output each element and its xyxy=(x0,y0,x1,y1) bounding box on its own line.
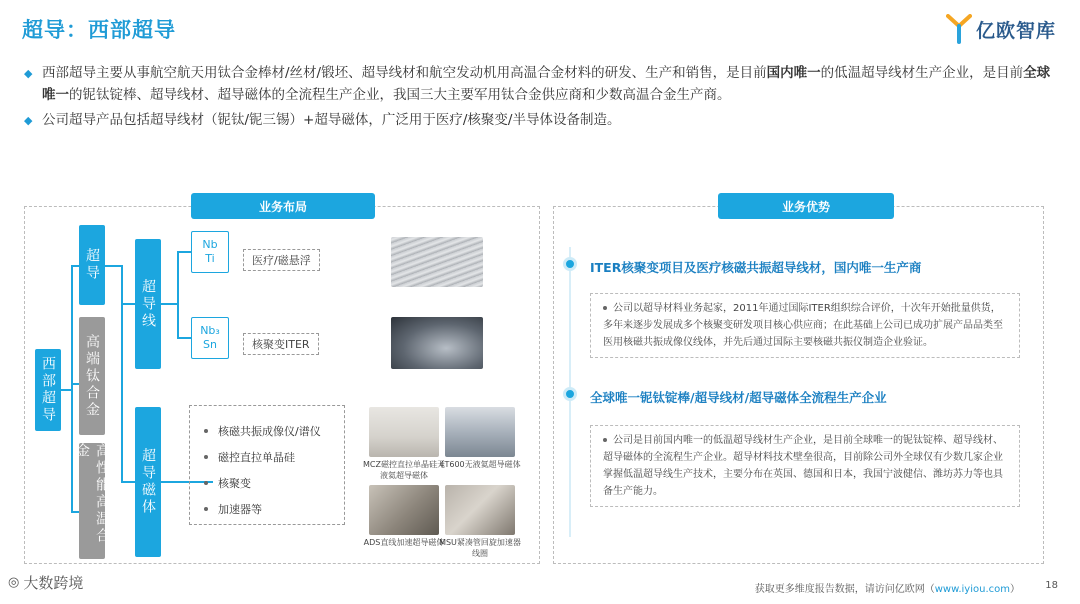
list-item-label: 核聚变 xyxy=(218,477,251,490)
list-item xyxy=(204,496,344,522)
business-advantage-panel xyxy=(553,199,1044,564)
4t600-magnet-photo xyxy=(445,407,515,457)
connector-line xyxy=(177,337,191,339)
nb3sn-application-label: 核聚变ITER xyxy=(243,333,319,355)
bullet-text-part: 西部超导主要从事航空航天用钛合金棒材/丝材/锻坯、超导线材和航空发动机用高温合金材料的研发、生产和销售，是目前 xyxy=(42,65,767,81)
diamond-bullet-icon: ◆ xyxy=(24,67,33,80)
advantage-title: 全球唯一铌钛锭棒/超导线材/超导磁体全流程生产企业 xyxy=(590,390,887,405)
bullet-text-part: 的低温超导线材生产企业，是目前 xyxy=(820,65,1024,81)
business-layout-panel xyxy=(24,199,540,564)
connector-line xyxy=(61,389,71,391)
nbti-application-label: 医疗/磁悬浮 xyxy=(243,249,320,271)
level2-wire-box: 超导线 xyxy=(135,239,161,369)
root-box: 西部超导 xyxy=(35,349,61,431)
connector-line xyxy=(71,265,79,267)
footer-text: 获取更多维度报告数据，请访问亿欧网（ xyxy=(754,584,935,595)
watermark-text: 大数跨境 xyxy=(23,574,84,592)
element-symbol: Nb₃ xyxy=(200,324,220,337)
connector-line xyxy=(121,481,135,483)
nbti-element-box xyxy=(191,231,229,273)
advantage-body-text: 公司是目前国内唯一的低温超导线材生产企业，是目前全球唯一的铌钛锭棒、超导线材、超导磁体的全流程生产企业。超导材料技术壁垒很高，目前除公司外全球仅有少数几家企业掌握低温超导线生产技术，主要分布在英国、德国和日本，我国宁波健信、潍坊苏力等也具备生产能力。 xyxy=(603,435,1003,497)
intro-bullets xyxy=(24,62,1054,135)
list-item-label: 加速器等 xyxy=(218,503,262,516)
business-layout-header: 业务布局 xyxy=(191,193,375,219)
advantage-body xyxy=(590,293,1020,358)
timeline-dot-icon xyxy=(563,257,577,271)
magnet-application-list xyxy=(189,405,345,525)
level1-superconductor-box: 超导 xyxy=(79,225,105,305)
connector-line xyxy=(121,265,123,483)
level1-titanium-box: 高端钛合金 xyxy=(79,317,105,435)
level1-superalloy-box: 高性能高温合金 xyxy=(79,443,105,559)
bullet-dot-icon xyxy=(204,507,208,511)
connector-line xyxy=(177,251,179,339)
diamond-bullet-icon: ◆ xyxy=(24,114,33,127)
connector-line xyxy=(71,383,79,385)
logo xyxy=(946,14,1056,44)
bullet-dot-icon xyxy=(204,455,208,459)
bullet-bold-part: 全球唯一 xyxy=(42,65,1051,103)
element-symbol: Ti xyxy=(205,252,215,265)
bullet-bold-part: 国内唯一 xyxy=(766,65,821,81)
timeline-dot-icon xyxy=(563,387,577,401)
photo-caption: MSU紧凑管回旋加速器线圈 xyxy=(439,538,521,558)
msu-coil-photo xyxy=(445,485,515,535)
connector-line xyxy=(161,303,177,305)
photo-caption: MCZ磁控直拉单晶硅无液氦超导磁体 xyxy=(363,460,445,480)
bullet-dot-icon xyxy=(603,438,607,442)
bullet-text-part: 的铌钛锭棒、超导线材、超导磁体的全流程生产企业，我国三大主要军用钛合金供应商和少数高温合金生产商。 xyxy=(69,87,731,103)
mcz-magnet-photo xyxy=(369,407,439,457)
advantage-title: ITER核聚变项目及医疗核磁共振超导线材，国内唯一生产商 xyxy=(590,260,922,275)
photo-caption: ADS直线加速超导磁体 xyxy=(363,538,445,547)
element-symbol: Nb xyxy=(202,238,218,251)
bullet-text xyxy=(42,62,1054,106)
advantage-body xyxy=(590,425,1020,507)
logo-text: 亿欧智库 xyxy=(975,19,1056,42)
bullet-item xyxy=(24,62,1054,106)
nbti-wire-photo xyxy=(391,237,483,287)
list-item xyxy=(204,470,344,496)
footer-note xyxy=(755,580,1020,595)
advantage-body-text: 公司以超导材料业务起家，2011年通过国际ITER组织综合评价，十次年开始批量供货，多年来逐步发展成多个核聚变研发项目核心供应商；在此基础上公司已成功扩展产品品类至医用核磁共振成像仪线体，并先后通过国际主要核磁共振仪制造企业验证。 xyxy=(603,303,1003,348)
element-symbol: Sn xyxy=(203,338,217,351)
nb3sn-wire-photo xyxy=(391,317,483,369)
bullet-item xyxy=(24,109,1054,132)
footer-text: ） xyxy=(1010,584,1020,595)
list-item xyxy=(204,444,344,470)
page-title: 超导：西部超导 xyxy=(22,18,176,42)
list-item-label: 磁控直拉单晶硅 xyxy=(218,451,295,464)
bullet-dot-icon xyxy=(603,306,607,310)
list-item-label: 核磁共振成像仪/谱仪 xyxy=(218,425,321,438)
watermark-source xyxy=(8,572,83,593)
nb3sn-element-box xyxy=(191,317,229,359)
business-advantage-header: 业务优势 xyxy=(718,193,894,219)
bullet-dot-icon xyxy=(204,481,208,485)
ads-magnet-photo xyxy=(369,485,439,535)
page-number: 18 xyxy=(1045,580,1058,591)
weibo-icon: ◎ xyxy=(8,575,20,590)
connector-line xyxy=(105,265,121,267)
footer-link[interactable]: www.iyiou.com xyxy=(934,584,1010,595)
level2-magnet-box: 超导磁体 xyxy=(135,407,161,557)
bullet-text: 公司超导产品包括超导线材（铌钛/铌三锡）+超导磁体，广泛用于医疗/核聚变/半导体设备制造。 xyxy=(42,112,621,128)
photo-caption: 4T600无液氦超导磁体 xyxy=(439,460,521,469)
yiou-logo-icon xyxy=(946,14,972,44)
list-item xyxy=(204,418,344,444)
connector-line xyxy=(121,303,135,305)
bullet-dot-icon xyxy=(204,429,208,433)
connector-line xyxy=(177,251,191,253)
